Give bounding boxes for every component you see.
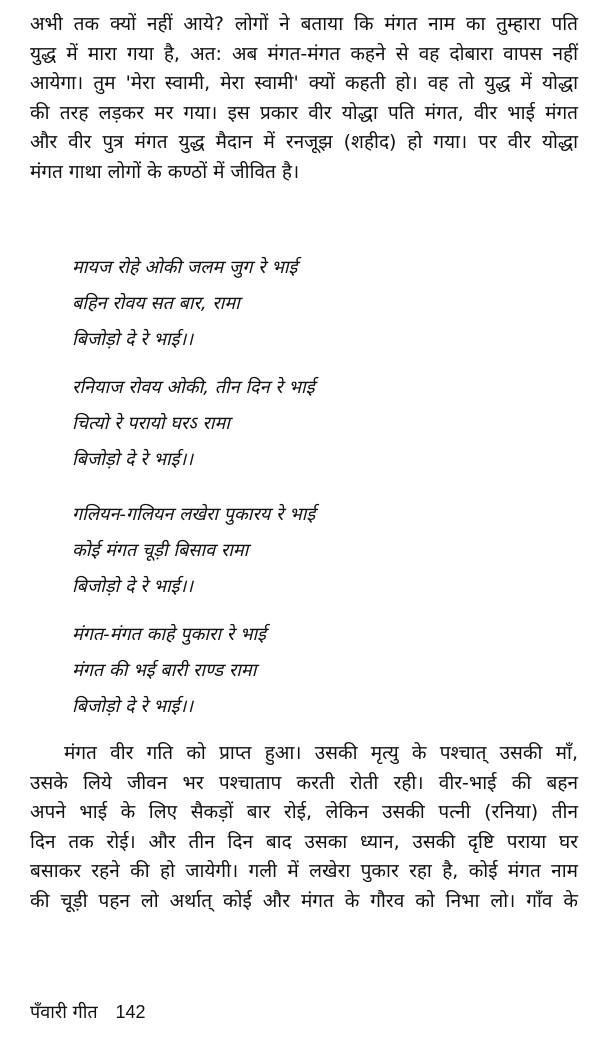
text-line: उसके लिये जीवन भर पश्चाताप करती रोती रही। वीर-भाई की बहन (30, 771, 578, 794)
text-line: आयेगा। तुम 'मेरा स्वामी, मेरा स्वामी' क्यों कहती हो। वह तो युद्ध में योद्धा (30, 72, 578, 94)
book-title: पँवारी गीत (30, 1002, 98, 1023)
text-line: बसाकर रहने की हो जायेगी। गली में लखेरा पुकार रहा है, कोई मंगत नाम (30, 860, 578, 882)
verse-line: मंगत-मंगत काहे पुकारा रे भाई (72, 624, 266, 645)
verse-line: मंगत की भई बारी राण्ड रामा (72, 660, 257, 681)
verse-line: रनियाज रोवय ओकी, तीन दिन रे भाई (72, 377, 315, 398)
text-line: मंगत वीर गति को प्राप्त हुआ। उसकी मृत्यु के पश्चात् उसकी माँ, (64, 742, 578, 764)
verse-stanza-1 (72, 250, 552, 358)
verse-stanza-3 (72, 497, 552, 605)
page-footer (30, 1000, 145, 1025)
text-line: युद्ध में मारा गया है, अत: अब मंगत-मंगत कहने से वह दोबारा वापस नहीं (30, 42, 578, 65)
paragraph-1 (30, 10, 578, 187)
text-line: मंगत गाथा लोगों के कण्ठों में जीवित है। (30, 160, 300, 183)
text-line: दिन तक रोई। और तीन दिन बाद उसका ध्यान, उसकी दृष्टि पराया घर (30, 830, 578, 853)
text-line: और वीर पुत्र मंगत युद्ध मैदान में रनजूझ (शहीद) हो गया। पर वीर योद्धा (30, 131, 578, 153)
verse-line: मायज रोहे ओकी जलम जुग रे भाई (72, 257, 298, 278)
verse-stanza-2 (72, 370, 552, 478)
page-number: 142 (115, 1002, 146, 1022)
verse-line: बिजोड़ो दे रे भाई।। (72, 576, 194, 597)
text-line: की तरह लड़कर मर गया। इस प्रकार वीर योद्धा पति मंगत, वीर भाई मंगत (30, 101, 578, 124)
verse-line: चित्यो रे परायो घरऽ रामा (72, 413, 230, 434)
verse-line: कोई मंगत चूड़ी बिसाव रामा (72, 540, 249, 561)
text-line: अपने भाई के लिए सैकड़ों बार रोई, लेकिन उसकी पत्नी (रनिया) तीन (30, 801, 578, 823)
verse-line: बिजोड़ो दे रे भाई।। (72, 696, 194, 717)
verse-line: बिजोड़ो दे रे भाई।। (72, 329, 194, 350)
text-line: अभी तक क्यों नहीं आये? लोगों ने बताया कि मंगत नाम का तुम्हारा पति (30, 13, 578, 35)
verse-stanza-4 (72, 617, 552, 725)
verse-line: बहिन रोवय सत बार, रामा (72, 293, 240, 314)
verse-line: बिजोड़ो दे रे भाई।। (72, 449, 194, 470)
verse-line: गलियन-गलियन लखेरा पुकारय रे भाई (72, 504, 316, 525)
paragraph-2 (30, 739, 578, 916)
text-line: की चूड़ी पहन लो अर्थात् कोई और मंगत के गौरव को निभा लो। गाँव के (30, 889, 578, 912)
